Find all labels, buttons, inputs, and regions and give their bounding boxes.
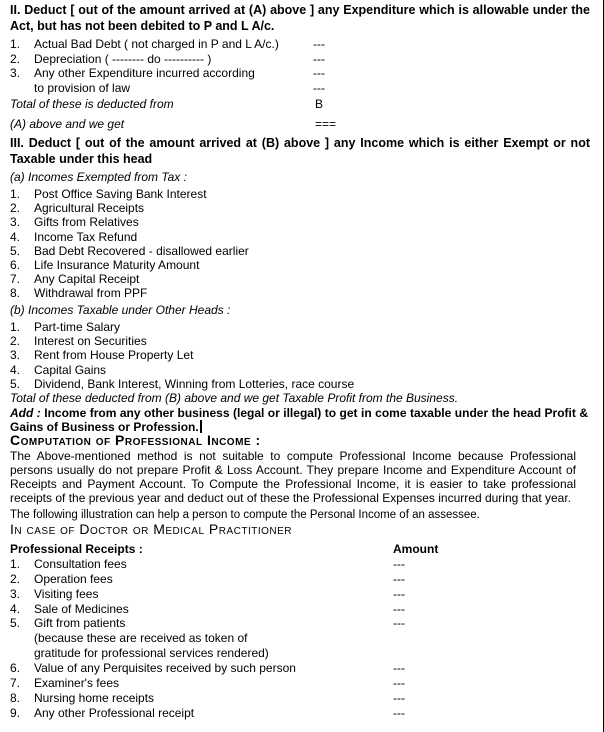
list-amount: ---	[393, 661, 405, 675]
list-number: 7.	[10, 272, 21, 287]
list-number: 7.	[10, 676, 21, 690]
list-number: 3.	[10, 587, 21, 601]
list-number: 6.	[10, 258, 21, 272]
list-text: gratitude for professional services rendered)	[34, 646, 269, 660]
list-amount: ---	[393, 587, 405, 601]
list-text: Rent from House Property Let	[34, 348, 194, 363]
list-text: Income Tax Refund	[34, 229, 138, 244]
list-number: 6.	[10, 661, 21, 675]
section-2-total-equals: ===	[315, 117, 337, 131]
list-number: 3.	[10, 348, 21, 363]
section-2-total-line1: Total of these is deducted from	[10, 97, 174, 111]
list-amount: ---	[313, 80, 325, 95]
list-amount: ---	[393, 706, 405, 720]
list-number: 1.	[10, 320, 21, 334]
list-number: 8.	[10, 691, 21, 705]
list-number: 4.	[10, 362, 21, 377]
illustration-note: The following illustration can help a person to compute the Personal Income of an assessee.	[10, 509, 480, 521]
list-number: 1.	[10, 187, 21, 201]
list-amount: ---	[313, 51, 325, 66]
list-amount: ---	[313, 66, 325, 80]
list-text: Interest on Securities	[34, 334, 147, 349]
add-label: Add :	[10, 406, 41, 420]
list-number: 4.	[10, 229, 21, 244]
list-number: 1.	[10, 557, 21, 571]
list-number: 2.	[10, 334, 21, 349]
list-text: Life Insurance Maturity Amount	[34, 258, 200, 272]
list-number: 2.	[10, 51, 21, 66]
list-number: 8.	[10, 286, 21, 301]
list-text: Sale of Medicines	[34, 602, 129, 616]
list-number: 5.	[10, 243, 21, 258]
list-text: Actual Bad Debt ( not charged in P and L A/c.)	[34, 37, 279, 51]
list-amount: ---	[393, 676, 405, 690]
list-amount: ---	[393, 557, 405, 571]
list-number: 4.	[10, 602, 21, 616]
list-text: to provision of law	[34, 80, 131, 95]
list-amount: ---	[313, 37, 325, 51]
list-text: Visiting fees	[34, 587, 99, 601]
list-text: Gift from patients	[34, 616, 126, 630]
list-text: Depreciation ( -------- do ---------- )	[34, 51, 212, 66]
incomes-taxable-heading: (b) Incomes Taxable under Other Heads :	[10, 303, 231, 317]
list-text: Capital Gains	[34, 362, 107, 377]
list-text: Dividend, Bank Interest, Winning from Lotteries, race course	[34, 376, 355, 391]
list-text: Value of any Perquisites received by such person	[34, 661, 296, 675]
section-2-heading: II. Deduct [ out of the amount arrived at (A) above ] any Expenditure which is allowable under the Act, but has not been debited to P and L A/c.	[10, 3, 590, 33]
list-text: Withdrawal from PPF	[34, 286, 148, 301]
list-text: Operation fees	[34, 572, 113, 586]
professional-receipts-label: Professional Receipts :	[10, 542, 143, 556]
list-text: Bad Debt Recovered - disallowed earlier	[34, 243, 249, 258]
section-2-total-line2: (A) above and we get	[10, 117, 125, 131]
amount-column-header: Amount	[393, 542, 439, 556]
list-number: 5.	[10, 376, 21, 391]
list-number: 2.	[10, 572, 21, 586]
list-text: Gifts from Relatives	[34, 215, 139, 230]
list-number: 5.	[10, 616, 21, 630]
taxable-profit-note: Total of these deducted from (B) above and we get Taxable Profit from the Business.	[10, 391, 459, 405]
list-text: Any other Expenditure incurred according	[34, 66, 255, 80]
list-amount: ---	[393, 602, 405, 616]
list-text: Examiner's fees	[34, 676, 119, 690]
list-text: Post Office Saving Bank Interest	[34, 187, 207, 201]
list-text: Any other Professional receipt	[34, 706, 195, 720]
list-text: Any Capital Receipt	[34, 272, 140, 287]
list-number: 3.	[10, 66, 21, 80]
list-text: Agricultural Receipts	[34, 201, 145, 216]
list-amount: ---	[393, 616, 405, 630]
list-number: 2.	[10, 201, 21, 216]
list-text: Nursing home receipts	[34, 691, 155, 705]
list-text: Part-time Salary	[34, 320, 121, 334]
add-text: Income from any other business (legal or illegal) to get in come taxable under the head Profit & Gains of Business or Profession.	[10, 406, 588, 434]
list-text: (because these are received as token of	[34, 631, 248, 645]
doctor-case-heading: In case of Doctor or Medical Practitioner	[10, 521, 293, 537]
list-amount: ---	[393, 691, 405, 705]
list-number: 9.	[10, 706, 21, 720]
list-text: Consultation fees	[34, 557, 127, 571]
list-number: 3.	[10, 215, 21, 230]
list-number: 1.	[10, 37, 21, 51]
incomes-exempted-heading: (a) Incomes Exempted from Tax :	[10, 170, 187, 184]
section-3-heading: III. Deduct [ out of the amount arrived at (B) above ] any Income which is either Exempt or not Taxable under this head	[10, 136, 590, 166]
list-amount: ---	[393, 572, 405, 586]
professional-income-paragraph: The Above-mentioned method is not suitable to compute Professional Income because Professional persons usually do not prepare Profit & Loss Account. They prepare Income and Expenditure Account of Receipts and Payment Account. To Compute the Professional Income, it is easier to take professional receipts of the previous year and deduct out of these the Professional Expenses incurred during that year.	[10, 449, 576, 505]
section-2-total-amount: B	[315, 97, 324, 111]
add-note	[10, 406, 588, 434]
professional-income-heading: Computation of Professional Income :	[10, 432, 261, 448]
